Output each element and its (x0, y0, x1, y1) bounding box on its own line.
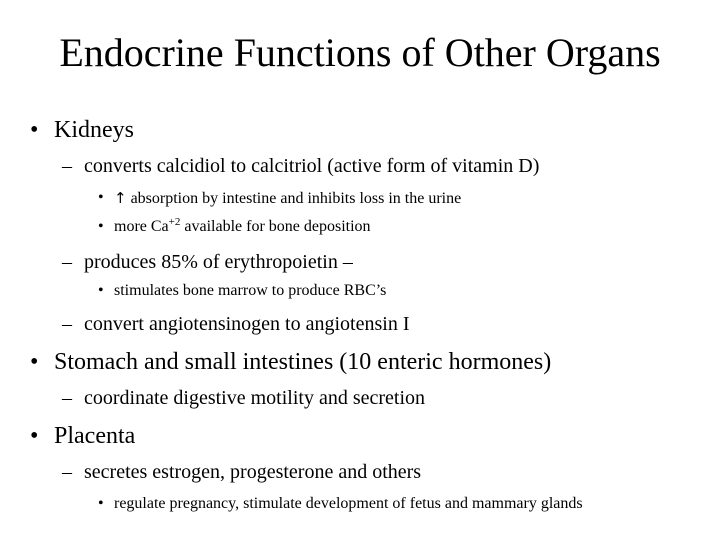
kidneys-subitem-calcium (114, 217, 371, 237)
bullet-marker: • (98, 282, 104, 299)
placenta-item-hormones: secretes estrogen, progesterone and others (84, 461, 422, 483)
kidneys-item-calcitriol: converts calcidiol to calcitriol (active form of vitamin D) (84, 155, 540, 177)
absorption-text: absorption by intestine and inhibits loss in the urine (130, 190, 462, 207)
bullet-marker: • (30, 423, 39, 449)
slide-title: Endocrine Functions of Other Organs (59, 30, 661, 75)
kidneys-item-angiotensin: convert angiotensinogen to angiotensin I (84, 313, 410, 335)
bullet-placenta: Placenta (54, 423, 136, 449)
bullet-kidneys: Kidneys (54, 117, 134, 143)
bullet-marker: • (98, 189, 104, 206)
kidneys-item-erythropoietin: produces 85% of erythropoietin – (84, 251, 353, 273)
placenta-subitem-pregnancy: regulate pregnancy, stimulate development of fetus and mammary glands (114, 495, 583, 512)
dash-marker: – (62, 313, 72, 335)
calcium-charge: +2 (168, 216, 181, 228)
calcium-text-post: available for bone deposition (180, 218, 371, 235)
dash-marker: – (62, 155, 72, 177)
bullet-marker: • (30, 349, 39, 375)
kidneys-subitem-bone-marrow: stimulates bone marrow to produce RBC’s (114, 282, 387, 299)
dash-marker: – (62, 461, 72, 483)
calcium-text-pre: more Ca (114, 218, 169, 235)
bullet-marker: • (98, 495, 104, 512)
bullet-marker: • (98, 218, 104, 235)
stomach-item-motility: coordinate digestive motility and secretion (84, 387, 426, 409)
bullet-stomach: Stomach and small intestines (10 enteric hormones) (54, 349, 552, 375)
kidneys-subitem-absorption (114, 188, 461, 209)
dash-marker: – (62, 387, 72, 409)
up-arrow-icon: ↑ (114, 189, 127, 207)
dash-marker: – (62, 251, 72, 273)
bullet-marker: • (30, 117, 39, 143)
